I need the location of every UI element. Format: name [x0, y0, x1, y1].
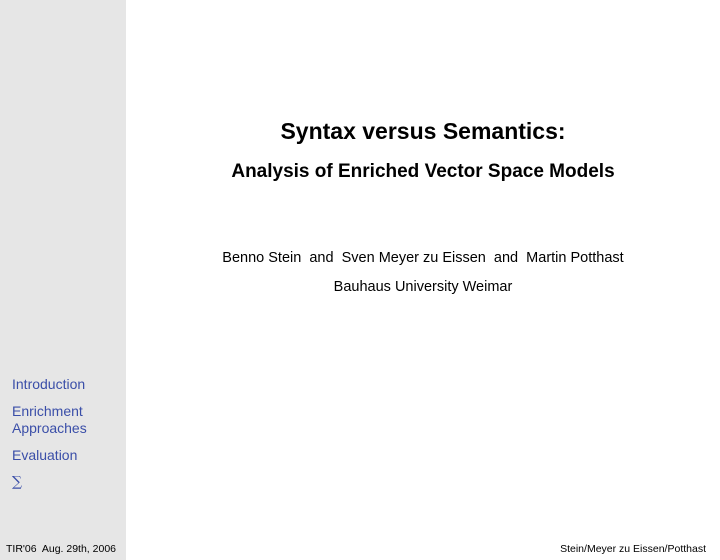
slide-subtitle: Analysis of Enriched Vector Space Models	[231, 161, 615, 182]
section-navigation	[12, 376, 124, 501]
nav-item-evaluation[interactable]: Evaluation	[12, 447, 78, 463]
slide-content	[126, 0, 720, 560]
footer-authors: Stein/Meyer zu Eissen/Potthast	[560, 543, 706, 555]
sidebar	[0, 0, 126, 560]
nav-item-enrichment-approaches[interactable]: Enrichment Approaches	[12, 403, 87, 436]
authors: Benno Stein and Sven Meyer zu Eissen and Martin Potthast	[222, 250, 624, 266]
institution: Bauhaus University Weimar	[333, 279, 513, 295]
nav-item-introduction[interactable]: Introduction	[12, 376, 86, 392]
footer-event-date: TIR'06 Aug. 29th, 2006	[6, 543, 116, 555]
slide-title: Syntax versus Semantics:	[280, 118, 566, 144]
nav-item-summary-sigma[interactable]: ∑	[12, 474, 22, 490]
